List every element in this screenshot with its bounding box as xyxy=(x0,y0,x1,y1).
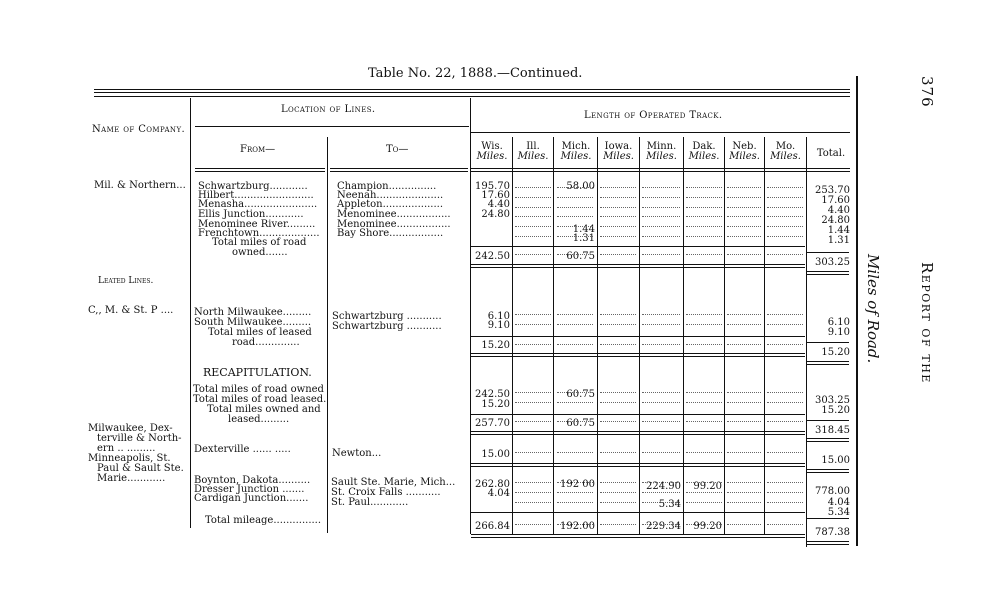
page-number: 376 xyxy=(918,76,936,108)
dot-leader xyxy=(557,207,593,208)
dot-leader xyxy=(642,314,680,315)
wis-subtotal: 257.70 xyxy=(475,418,510,429)
dot-leader xyxy=(600,324,636,325)
dot-leader xyxy=(767,187,803,188)
dot-leader xyxy=(515,452,551,453)
dot-leader xyxy=(727,324,761,325)
from-cell: Hilbert......................... xyxy=(198,190,314,201)
total-cell: 15.00 xyxy=(821,455,850,466)
mich-cell: 60.75 xyxy=(566,389,595,400)
total-cell: 1.44 xyxy=(827,225,850,236)
dot-leader xyxy=(686,216,722,217)
dot-leader xyxy=(557,187,593,188)
dot-leader xyxy=(727,402,761,403)
dot-leader xyxy=(767,216,803,217)
dot-leader xyxy=(767,207,803,208)
state-iowa-unit: Miles. xyxy=(603,151,634,162)
state-dak-name: Dak. xyxy=(692,141,716,152)
state-mich-name: Mich. xyxy=(561,141,591,152)
total-double-rule xyxy=(807,438,849,442)
dot-leader xyxy=(642,216,680,217)
to-cell: Newton... xyxy=(332,448,382,459)
to-cell: Appleton................... xyxy=(337,199,444,210)
dot-leader xyxy=(515,254,551,255)
dot-leader xyxy=(600,482,636,483)
report-header: Report of the xyxy=(918,262,936,384)
wis-cell: 9.10 xyxy=(487,320,510,331)
dak-total-mileage: 99.20 xyxy=(693,521,722,532)
final-double-rule xyxy=(471,534,805,538)
total-subtotal: 303.25 xyxy=(815,257,850,268)
state-ill-name: Ill. xyxy=(526,141,540,152)
dot-leader xyxy=(600,207,636,208)
dot-leader xyxy=(686,502,722,503)
dot-leader xyxy=(515,236,551,237)
dot-leader xyxy=(600,236,636,237)
dot-leader xyxy=(600,524,636,525)
dot-leader xyxy=(642,344,680,345)
state-dak-unit: Miles. xyxy=(688,151,720,162)
state-iowa-name: Iowa. xyxy=(604,141,633,152)
total-cell: 4.04 xyxy=(827,497,850,508)
dot-leader xyxy=(767,236,803,237)
total-cell: 4.40 xyxy=(827,205,850,216)
dot-leader xyxy=(727,226,761,227)
dot-leader xyxy=(515,392,551,393)
dot-leader xyxy=(642,524,680,525)
dot-leader xyxy=(642,452,680,453)
location-rule xyxy=(195,126,469,127)
header-from: From— xyxy=(240,144,276,155)
dot-leader xyxy=(557,314,593,315)
owned-label-2: owned....... xyxy=(232,247,288,258)
dot-leader xyxy=(686,187,722,188)
dot-leader xyxy=(686,392,722,393)
top-rule-2 xyxy=(94,96,850,97)
total-cell: 17.60 xyxy=(821,195,850,206)
dot-leader xyxy=(557,236,593,237)
dot-leader xyxy=(767,482,803,483)
mich-cell: 192 00 xyxy=(560,479,595,490)
miles-of-road-label: Miles of Road. xyxy=(864,254,882,364)
dot-leader xyxy=(767,344,803,345)
dot-leader xyxy=(727,216,761,217)
mich-cell: 1.31 xyxy=(572,233,595,244)
recap-both-label-2: leased......... xyxy=(228,414,290,425)
total-cell: 778.00 xyxy=(815,486,850,497)
dot-leader xyxy=(515,314,551,315)
dot-leader xyxy=(642,421,680,422)
dot-leader xyxy=(600,402,636,403)
wis-cell: 6.10 xyxy=(487,311,510,322)
subtotal-rule xyxy=(471,246,805,247)
subtotal-double-rule xyxy=(471,353,805,357)
dot-leader xyxy=(767,226,803,227)
dot-leader xyxy=(767,324,803,325)
subtotal-double-rule xyxy=(471,264,805,268)
leased-lines-heading: Leated Lines. xyxy=(98,276,154,286)
state-mo-unit: Miles. xyxy=(770,151,801,162)
from-cell: Menominee River......... xyxy=(198,219,316,230)
mich-cell: 1.44 xyxy=(572,224,595,235)
dot-leader xyxy=(557,226,593,227)
company-milwaukee-dexterville: Milwaukee, Dex- xyxy=(88,423,173,434)
from-header-rule xyxy=(195,168,325,172)
dot-leader xyxy=(767,197,803,198)
dot-leader xyxy=(557,524,593,525)
dot-leader xyxy=(686,524,722,525)
dot-leader xyxy=(515,324,551,325)
dot-leader xyxy=(767,502,803,503)
dot-leader xyxy=(557,344,593,345)
dot-leader xyxy=(727,482,761,483)
dot-leader xyxy=(642,187,680,188)
dot-leader xyxy=(727,452,761,453)
dot-leader xyxy=(727,254,761,255)
owned-label: Total miles of road xyxy=(212,237,307,248)
dot-leader xyxy=(642,207,680,208)
wis-cell: 4.04 xyxy=(487,488,510,499)
company-soo-2: Paul & Sault Ste. xyxy=(97,463,184,474)
state-neb-unit: Miles. xyxy=(729,151,760,162)
dot-leader xyxy=(600,226,636,227)
dot-leader xyxy=(727,236,761,237)
to-cell: Menominee................. xyxy=(337,209,451,220)
dot-leader xyxy=(600,187,636,188)
from-cell: Dresser Junction ....... xyxy=(194,484,305,495)
state-wis-name: Wis. xyxy=(481,141,503,152)
length-header-rule xyxy=(471,168,850,172)
dot-leader xyxy=(600,197,636,198)
total-cell: 24.80 xyxy=(821,215,850,226)
table-title: Table No. 22, 1888.—Continued. xyxy=(368,66,583,81)
dot-leader xyxy=(767,402,803,403)
dot-leader xyxy=(600,344,636,345)
wis-subtotal: 242.50 xyxy=(475,251,510,262)
mich-cell: 58.00 xyxy=(566,181,595,192)
dot-leader xyxy=(767,421,803,422)
to-cell: Neenah..................... xyxy=(337,190,444,201)
dot-leader xyxy=(686,236,722,237)
from-cell: North Milwaukee......... xyxy=(194,307,312,318)
dot-leader xyxy=(557,216,593,217)
dot-leader xyxy=(557,324,593,325)
dot-leader xyxy=(600,314,636,315)
dot-leader xyxy=(600,421,636,422)
leased-label: Total miles of leased xyxy=(208,327,312,338)
dot-leader xyxy=(686,226,722,227)
dot-leader xyxy=(686,344,722,345)
dot-leader xyxy=(515,187,551,188)
wis-subtotal: 15.20 xyxy=(481,340,510,351)
total-cell: 9.10 xyxy=(827,327,850,338)
dot-leader xyxy=(557,482,593,483)
wis-cell: 15.00 xyxy=(481,449,510,460)
length-rule xyxy=(471,132,850,133)
to-cell: Sault Ste. Marie, Mich... xyxy=(331,477,456,488)
total-double-rule xyxy=(807,361,849,365)
dot-leader xyxy=(642,402,680,403)
to-cell: St. Croix Falls ........... xyxy=(331,487,441,498)
mich-subtotal: 60.75 xyxy=(566,418,595,429)
dot-leader xyxy=(642,482,680,483)
recap-heading: RECAPITULATION. xyxy=(203,366,312,379)
wis-cell: 262.80 xyxy=(475,479,510,490)
dot-leader xyxy=(515,492,551,493)
to-cell: Schwartzburg ........... xyxy=(332,311,442,322)
dot-leader xyxy=(642,492,680,493)
dot-leader xyxy=(686,492,722,493)
dot-leader xyxy=(686,254,722,255)
dot-leader xyxy=(515,421,551,422)
state-neb-name: Neb. xyxy=(732,141,757,152)
subtotal-rule xyxy=(471,414,805,415)
final-total-double-rule xyxy=(807,541,849,545)
subtotal-rule xyxy=(471,512,805,513)
dot-leader xyxy=(515,502,551,503)
wis-cell: 4.40 xyxy=(487,199,510,210)
dot-leader xyxy=(600,502,636,503)
company-soo: Minneapolis, St. xyxy=(88,453,171,464)
dot-leader xyxy=(686,324,722,325)
dot-leader xyxy=(515,402,551,403)
dot-leader xyxy=(515,524,551,525)
subtotal-double-rule xyxy=(471,431,805,435)
total-mileage-label: Total mileage............... xyxy=(205,515,322,526)
dot-leader xyxy=(642,236,680,237)
to-cell: Champion............... xyxy=(337,181,437,192)
to-cell: St. Paul............ xyxy=(331,497,409,508)
total-double-rule xyxy=(807,271,849,275)
total-cell: 5.34 xyxy=(827,507,850,518)
dot-leader xyxy=(767,254,803,255)
dot-leader xyxy=(727,197,761,198)
to-cell: Menominee................. xyxy=(337,219,451,230)
wis-cell: 17.60 xyxy=(481,190,510,201)
state-ill-unit: Miles. xyxy=(517,151,549,162)
minn-total-mileage: 229.34 xyxy=(646,521,681,532)
from-cell: Cardigan Junction....... xyxy=(194,493,309,504)
to-cell: Bay Shore................. xyxy=(337,228,444,239)
total-rule xyxy=(807,342,849,343)
dot-leader xyxy=(557,254,593,255)
state-wis-unit: Miles. xyxy=(476,151,508,162)
dot-leader xyxy=(727,524,761,525)
dot-leader xyxy=(642,226,680,227)
wis-cell: 15.20 xyxy=(481,399,510,410)
from-cell: Dexterville ...... ..... xyxy=(194,444,291,455)
dot-leader xyxy=(515,226,551,227)
company-mil-northern: Mil. & Northern... xyxy=(94,180,186,191)
dot-leader xyxy=(767,452,803,453)
dot-leader xyxy=(557,502,593,503)
total-cell: 15.20 xyxy=(821,405,850,416)
dot-leader xyxy=(686,402,722,403)
dot-leader xyxy=(515,207,551,208)
leased-label-2: road.............. xyxy=(232,337,300,348)
dot-leader xyxy=(686,207,722,208)
wis-cell: 242.50 xyxy=(475,389,510,400)
dot-leader xyxy=(642,324,680,325)
dot-leader xyxy=(727,502,761,503)
total-cell: 253.70 xyxy=(815,185,850,196)
dot-leader xyxy=(515,344,551,345)
dak-cell: 99.20 xyxy=(693,481,722,492)
total-rule xyxy=(807,420,849,421)
state-mo-name: Mo. xyxy=(775,141,796,152)
dot-leader xyxy=(600,452,636,453)
total-subtotal: 318.45 xyxy=(815,425,850,436)
wis-cell: 195.70 xyxy=(475,181,510,192)
to-header-rule xyxy=(330,168,468,172)
dot-leader xyxy=(767,492,803,493)
header-total: Total. xyxy=(816,148,846,159)
state-mich-unit: Miles. xyxy=(560,151,592,162)
from-cell: Ellis Junction............ xyxy=(198,209,304,220)
dot-leader xyxy=(515,216,551,217)
dot-leader xyxy=(557,421,593,422)
dot-leader xyxy=(515,482,551,483)
dot-leader xyxy=(600,392,636,393)
total-subtotal: 15.20 xyxy=(821,347,850,358)
dot-leader xyxy=(686,482,722,483)
subtotal-rule xyxy=(471,336,805,337)
dot-leader xyxy=(686,421,722,422)
dot-leader xyxy=(557,392,593,393)
wis-total-mileage: 266.84 xyxy=(475,521,510,532)
to-cell: Schwartzburg ........... xyxy=(332,321,442,332)
company-milwaukee-dexterville-2: terville & North- xyxy=(97,433,182,444)
total-rule xyxy=(807,252,849,253)
dot-leader xyxy=(686,197,722,198)
col-line-from xyxy=(327,137,328,533)
dot-leader xyxy=(727,344,761,345)
dot-leader xyxy=(557,452,593,453)
dot-leader xyxy=(767,524,803,525)
from-cell: Schwartzburg............ xyxy=(198,181,308,192)
dot-leader xyxy=(767,392,803,393)
dot-leader xyxy=(767,314,803,315)
dot-leader xyxy=(727,392,761,393)
header-length: Length of Operated Track. xyxy=(584,110,723,121)
header-company: Name of Company. xyxy=(92,124,186,135)
dot-leader xyxy=(557,197,593,198)
col-line-company xyxy=(190,98,191,528)
dot-leader xyxy=(727,421,761,422)
dot-leader xyxy=(642,392,680,393)
dot-leader xyxy=(727,314,761,315)
wis-cell: 24.80 xyxy=(481,209,510,220)
from-cell: Frenchtown................... xyxy=(198,228,320,239)
header-to: To— xyxy=(386,144,409,155)
dot-leader xyxy=(642,254,680,255)
dot-leader xyxy=(642,197,680,198)
dot-leader xyxy=(515,197,551,198)
dot-leader xyxy=(600,254,636,255)
grand-total: 787.38 xyxy=(815,527,850,538)
header-location: Location of Lines. xyxy=(281,104,376,115)
total-cell: 6.10 xyxy=(827,317,850,328)
recap-both-label: Total miles owned and xyxy=(207,404,321,415)
dot-leader xyxy=(727,187,761,188)
row-double-rule xyxy=(471,463,805,467)
dot-leader xyxy=(557,492,593,493)
dot-leader xyxy=(686,314,722,315)
total-double-rule xyxy=(807,469,849,473)
minn-cell: 5.34 xyxy=(658,499,681,510)
minn-cell: 224.90 xyxy=(646,481,681,492)
from-cell: South Milwaukee......... xyxy=(194,317,312,328)
company-milwaukee-dexterville-3: ern .. ......... xyxy=(97,443,156,454)
total-cell: 303.25 xyxy=(815,395,850,406)
recap-owned-label: Total miles of road owned xyxy=(193,384,324,395)
dot-leader xyxy=(727,492,761,493)
company-cmstp: C,, M. & St. P .... xyxy=(88,305,174,316)
mich-subtotal: 60.75 xyxy=(566,251,595,262)
dot-leader xyxy=(642,502,680,503)
from-cell: Menasha....................... xyxy=(198,199,318,210)
dot-leader xyxy=(727,207,761,208)
recap-leased-label: Total miles of road leased. xyxy=(193,394,327,405)
top-rule xyxy=(94,89,850,93)
dot-leader xyxy=(686,452,722,453)
state-minn-name: Minn. xyxy=(646,141,677,152)
mich-total-mileage: 192.00 xyxy=(560,521,595,532)
company-soo-3: Marie............ xyxy=(97,473,166,484)
total-cell: 1.31 xyxy=(827,235,850,246)
dot-leader xyxy=(557,402,593,403)
right-border xyxy=(856,76,858,546)
total-rule xyxy=(807,518,849,519)
from-cell: Boynton, Dakota.......... xyxy=(194,475,311,486)
dot-leader xyxy=(600,492,636,493)
state-minn-unit: Miles. xyxy=(646,151,677,162)
dot-leader xyxy=(600,216,636,217)
